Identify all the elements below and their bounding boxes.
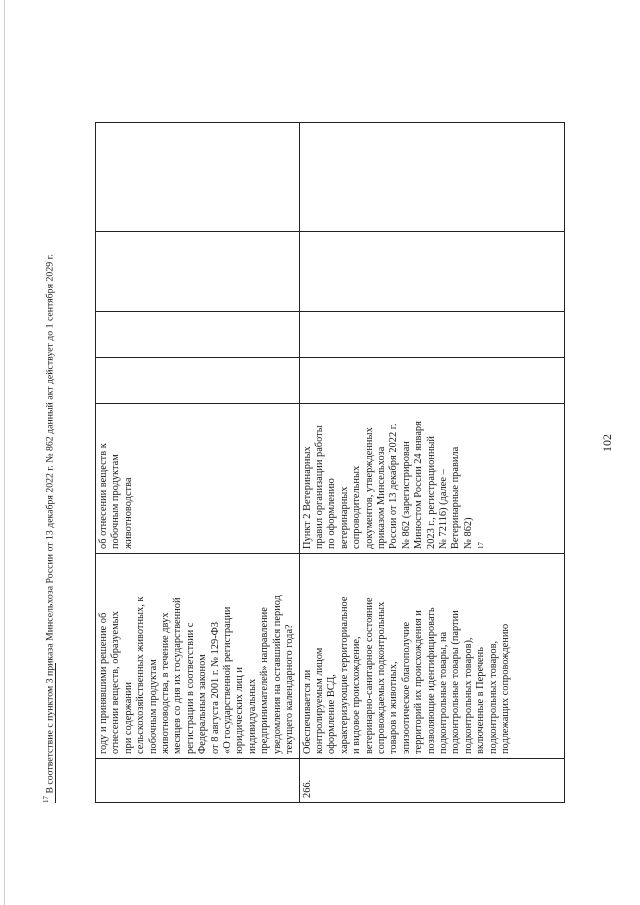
text-line: позволяющие идентифицировать (425, 607, 437, 754)
text-line: № 862) (462, 517, 474, 549)
text-line: № 72116) (далее – (437, 469, 449, 549)
text-line: Пункт 2 Ветеринарных (301, 446, 313, 549)
text-line: побочным продуктам (110, 454, 122, 549)
text-line: животноводства, в течение двух (160, 612, 172, 754)
text-line: Федеральным законом (197, 654, 209, 754)
text-line: подконтрольных товаров), (462, 637, 474, 754)
text-line: месяцев со дня их государственной (172, 597, 184, 754)
text-line: подконтрольные товары (партии (450, 610, 462, 754)
text-line: правил организации работы (313, 425, 325, 549)
reference-text (302, 408, 476, 549)
cell-reference (96, 404, 300, 554)
question-text (302, 558, 513, 754)
text-line: Минюстом России 24 января (413, 421, 425, 549)
cell-answer-na (96, 232, 300, 312)
checklist-table (95, 122, 565, 803)
text-line: документов, утвержденных (363, 427, 375, 549)
text-line: сопроводительных (351, 465, 363, 549)
cell-answer-no (96, 312, 300, 358)
text-line: об отнесении веществ к (98, 443, 109, 549)
cell-answer-yes (96, 358, 300, 404)
cell-notes (299, 123, 565, 232)
reference-text (98, 408, 135, 549)
text-line: № 862 (зарегистрирован (400, 441, 412, 549)
text-line: юридических лиц и (234, 667, 246, 754)
text-line: животноводства (122, 477, 134, 549)
text-line: Ветеринарные правила (450, 446, 462, 549)
footnote-mark: 17 (42, 796, 50, 803)
text-line: побочным продуктам (147, 659, 159, 754)
text-line: территорий их происхождения и (413, 610, 425, 754)
footnote-text: В соответствие с пунктом 3 приказа Минсельхоза России от 13 декабря 2022 г. № 862 данный акт действует до 1 сентября 2029 г. (44, 254, 56, 796)
text-line: Обеспечивается ли (301, 669, 313, 754)
text-line: подлежащих сопровождению (500, 623, 511, 754)
text-line: и видовое происхождение, (351, 636, 363, 754)
cell-question (299, 554, 565, 759)
text-line: оформление ВСД, (326, 674, 338, 754)
footnote-reference-mark: 17 (477, 542, 486, 549)
text-line: включенные в Перечень (475, 647, 487, 754)
text-line: по оформлению (326, 478, 338, 549)
text-line: подконтрольных товаров, (487, 640, 499, 754)
text-line: текущего календарного года? (284, 624, 296, 754)
cell-answer-yes (299, 358, 565, 404)
text-line: предпринимателей» направление (259, 607, 271, 754)
question-text (98, 558, 297, 754)
text-line: уведомления на оставшийся период (271, 595, 283, 754)
text-line: характеризующие территориальное (338, 596, 350, 754)
text-line: отнесении веществ, образуемых (110, 611, 122, 754)
cell-number-empty (96, 759, 300, 803)
text-line: России от 13 декабря 2022 г. (388, 423, 400, 549)
text-line: году и принявшими решение об (98, 612, 109, 754)
text-line: «О государственной регистрации (222, 606, 234, 754)
cell-answer-no (299, 312, 565, 358)
text-line: товаров и животных, (388, 661, 400, 754)
cell-reference (299, 404, 565, 554)
row-number: 266. (301, 779, 313, 798)
text-line: от 8 августа 2001 г. № 129-ФЗ (209, 621, 221, 754)
page-number: 102 (600, 434, 614, 452)
text-line: приказом Минсельхоза (375, 446, 387, 549)
text-line: эпизоотическое благополучие (400, 621, 412, 754)
text-line: индивидуальных (246, 678, 258, 754)
cell-number (299, 759, 565, 803)
text-line: ветеринарно-санитарное состояние (363, 597, 375, 754)
cell-notes (96, 123, 300, 232)
footnote (42, 254, 55, 803)
text-line: 2023 г., регистрационный (425, 436, 437, 549)
cell-question (96, 554, 300, 759)
table-row-266 (299, 123, 565, 803)
text-line: контролируемым лицом (313, 647, 325, 754)
text-line: подконтрольные товары, на (437, 631, 449, 754)
text-line: сельскохозяйственных животных, к (135, 596, 147, 754)
text-line: регистрации в соответствии с (184, 622, 196, 754)
table-row-continued (96, 123, 300, 803)
text-line: сопровождаемых подконтрольных (375, 601, 387, 754)
text-line: при содержании (122, 682, 134, 754)
cell-answer-na (299, 232, 565, 312)
text-line: ветеринарных (338, 486, 350, 549)
